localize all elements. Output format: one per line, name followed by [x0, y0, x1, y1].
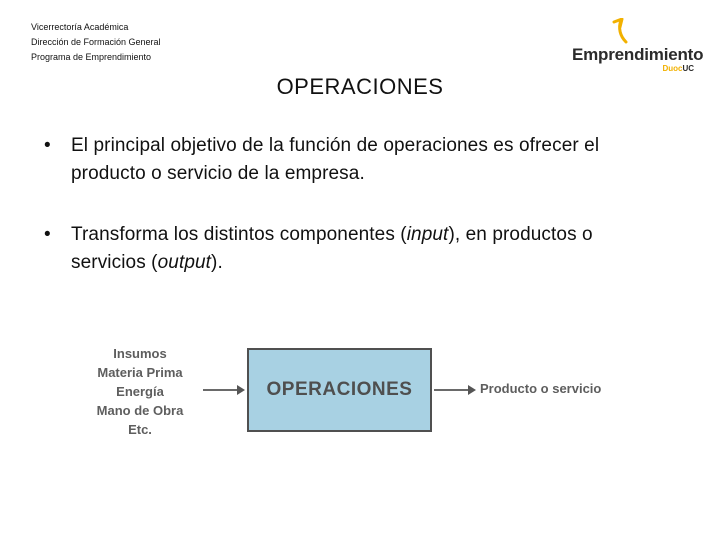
slide-title: OPERACIONES	[276, 74, 444, 99]
bullet-list	[44, 132, 664, 310]
bullet-item	[44, 221, 664, 277]
lightbulb-arrow-icon	[570, 18, 700, 48]
bullet-emphasis-output: output	[157, 252, 212, 273]
emprendimiento-logo	[570, 18, 704, 76]
input-item: Insumos	[113, 346, 167, 361]
output-arrow-icon	[434, 384, 476, 396]
bullet-text: ).	[211, 252, 223, 273]
operations-box: OPERACIONES	[247, 348, 432, 432]
input-item: Mano de Obra	[96, 403, 184, 418]
header-line-direccion: Dirección de Formación General	[31, 37, 161, 47]
diagram-inputs	[72, 344, 208, 439]
logo-duoc-text: Duoc	[662, 64, 683, 73]
logo-duocuc	[662, 64, 694, 73]
logo-wordmark: Emprendimiento	[572, 45, 704, 64]
header-line-programa: Programa de Emprendimiento	[31, 52, 152, 62]
bullet-dot: •	[44, 135, 51, 156]
header-line-vicerrectoria: Vicerrectoría Académica	[31, 22, 129, 32]
bullet-text: El principal objetivo de la función de operaciones es ofrecer el producto o servicio de la empresa.	[71, 135, 600, 184]
institution-header	[31, 20, 161, 65]
bullet-emphasis-input: input	[406, 224, 449, 245]
bullet-text: Transforma los distintos componentes (	[71, 224, 407, 245]
input-item: Energía	[116, 384, 164, 399]
input-item: Etc.	[128, 422, 152, 437]
bullet-item	[44, 132, 664, 188]
bullet-dot: •	[44, 224, 51, 245]
input-arrow-icon	[203, 384, 245, 396]
logo-uc-text: UC	[682, 64, 694, 73]
bullet-text: ), en productos o servicios (	[71, 224, 593, 273]
input-item: Materia Prima	[97, 365, 183, 380]
diagram-output: Producto o servicio	[480, 381, 602, 396]
